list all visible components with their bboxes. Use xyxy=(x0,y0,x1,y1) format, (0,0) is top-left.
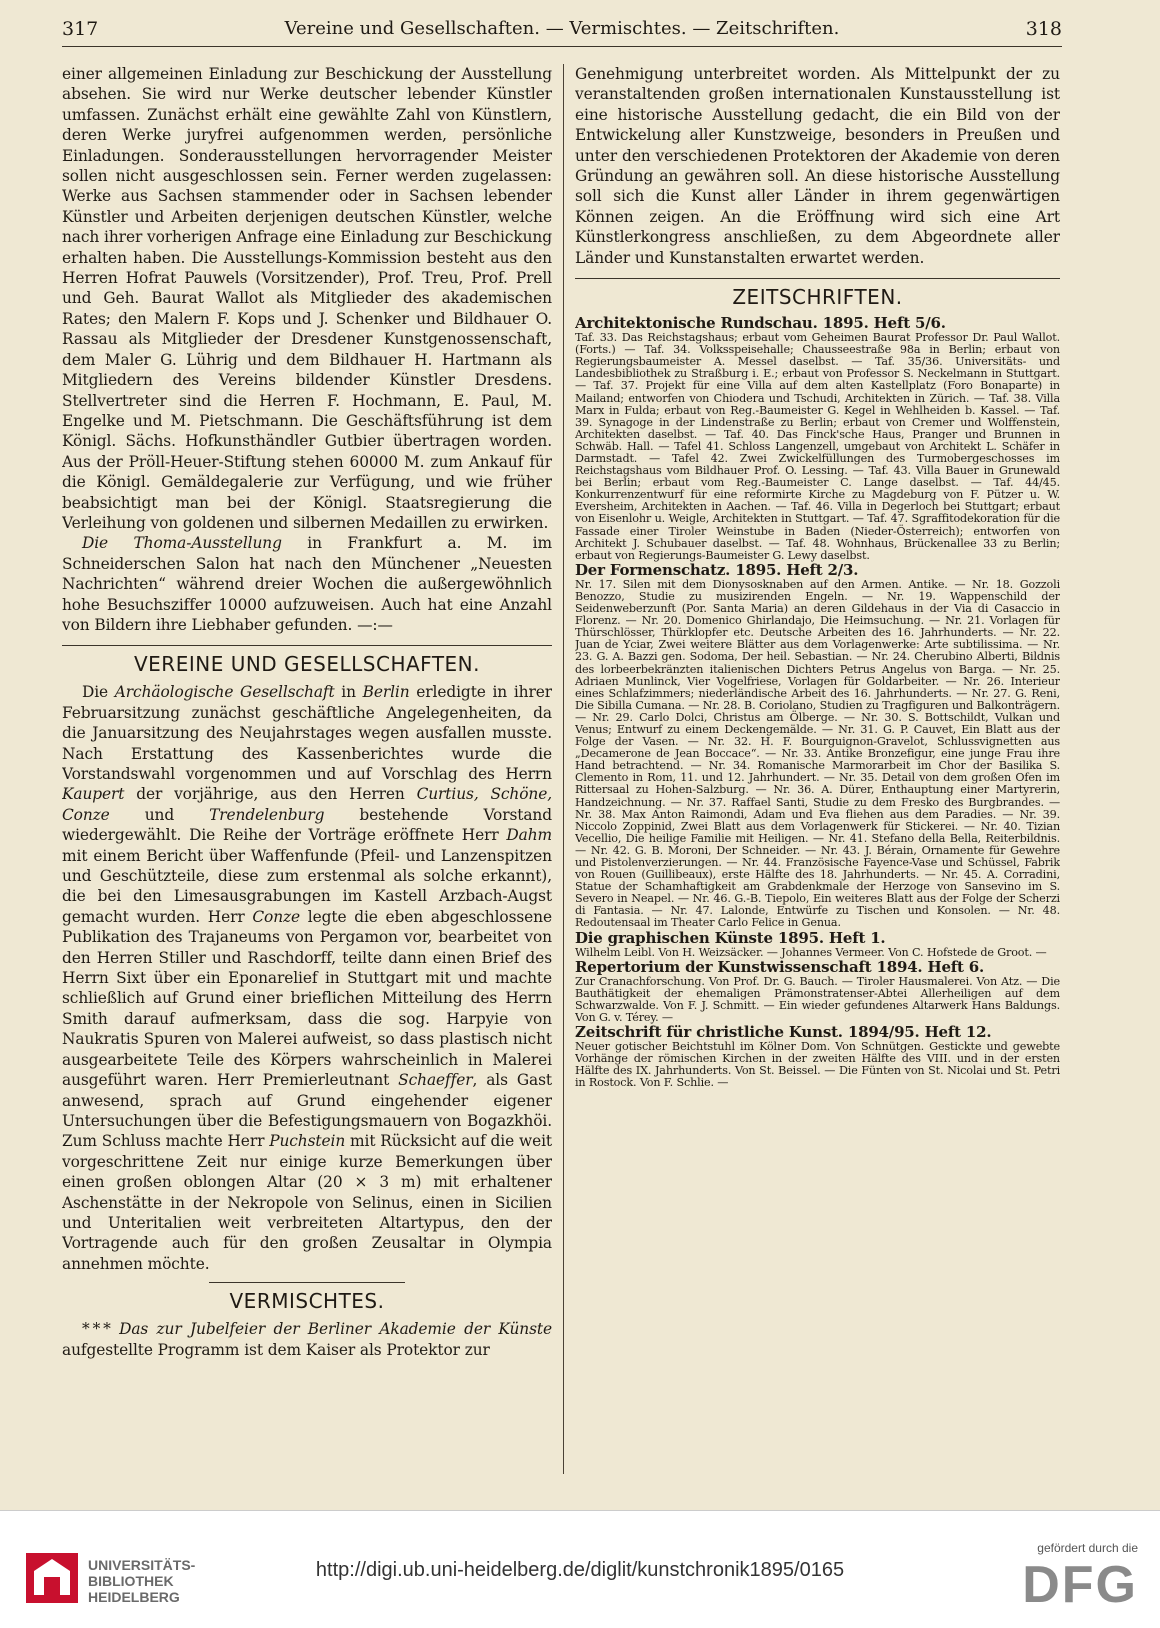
text-run: und xyxy=(109,805,210,824)
text-run: der vorjährige, aus den Herren xyxy=(124,785,417,804)
dfg-logo: DFG xyxy=(1022,1556,1138,1614)
italic-run: Archäologische Gesellschaft xyxy=(114,683,335,702)
paragraph-thoma xyxy=(62,533,552,635)
continued-text xyxy=(575,64,1060,268)
asterism: * * * xyxy=(82,1320,120,1339)
page-header xyxy=(62,8,1062,47)
magazine-entry xyxy=(575,562,1060,930)
magazine-title: Repertorium der Kunstwissenschaft 1894. Heft 6. xyxy=(575,957,985,976)
section-rule xyxy=(575,278,1060,279)
italic-run: Berlin xyxy=(362,683,410,702)
magazine-contents: Wilhelm Leibl. Von H. Weizsäcker. — Johannes Vermeer. Von C. Hofstede de Groot. — xyxy=(575,945,1047,959)
magazine-contents: Zur Cranachforschung. Von Prof. Dr. G. Bauch. — Tiroler Hausmalerei. Von Atz. — Die Bauthätigkeit der ehemaligen Prämonstratenser-Abtei Allerheiligen auf dem Schwarzwalde. Von F. J. Schmitt. — Ein wieder gefundenes Altarwerk Hans Baldungs. Von G. v. Térey. — xyxy=(575,974,1060,1024)
magazine-entry xyxy=(575,1024,1060,1089)
section-rule xyxy=(62,645,552,646)
column-divider xyxy=(563,64,564,1474)
italic-run: Dahm xyxy=(506,826,552,845)
text-run: mit Rücksicht auf die weit vorgeschrittene Zeit nur einige kurze Bemerkungen über einen großen oblongen Altar (20 × 3 m) mit erhaltener Aschenstätte in der Nekropole von Selinus, einen in Sicilien und Unteritalien weit verbreiteten Altartypus, den der Vortragende auch für den großen Zeusaltar in Olympia annehmen möchte. xyxy=(62,1132,552,1273)
library-name-line: HEIDELBERG xyxy=(88,1589,180,1605)
heading-vermischtes: VERMISCHTES. xyxy=(229,1289,385,1314)
italic-run: Kaupert xyxy=(62,785,125,804)
text-run: erledigte in ihrer Februarsitzung zunächst geschäftliche Angelegenheiten, da die Januarsitzung des Neujahrstages wegen ausfallen musste. Nach Erstattung des Kassenberichtes wurde die Vorstandswahl vorgenommen und auf Vorschlag des Herrn xyxy=(62,683,552,783)
funding-note: gefördert durch die xyxy=(1037,1541,1138,1555)
text-run: in xyxy=(334,683,363,702)
running-title: Vereine und Gesellschaften. — Vermischtes. — Zeitschriften. xyxy=(284,18,840,39)
text-run: legte die eben abgeschlossene Publikation des Trajaneums von Pergamon vor, bearbeitet von den Herren Stiller und Raschdorff, teilte dann einen Brief des Herrn Sixt über ein Eponarelief in Stuttgart mit und machte schließlich auf Grund einer brieflichen Mitteilung des Herrn Smith darauf aufmerksam, dass die sog. Harpyie von Naukratis Spuren von Malerei aufweist, so dass plastisch nicht ausgearbeitete Teile des Körpers wahrscheinlich in Malerei ausgeführt waren. Herr Premierleutnant xyxy=(62,907,552,1090)
paragraph-vermischtes xyxy=(62,1319,552,1360)
magazine-title: Architektonische Rundschau. 1895. Heft 5/6. xyxy=(575,314,946,333)
page-number-right: 318 xyxy=(1025,18,1062,40)
italic-run: Schaeffer xyxy=(398,1071,473,1090)
magazine-entry xyxy=(575,315,1060,562)
italic-run: Curtius, Schöne, Conze xyxy=(62,785,552,824)
paragraph-vereine xyxy=(62,682,552,1274)
page-number-left: 317 xyxy=(62,18,99,40)
italic-run: Das zur Jubelfeier der Berliner Akademie der Künste xyxy=(119,1320,552,1339)
magazine-entry xyxy=(575,959,1060,1024)
magazine-title: Der Formenschatz. 1895. Heft 2/3. xyxy=(575,560,859,579)
magazine-entry xyxy=(575,930,1060,959)
thoma-title: Die Thoma-Ausstellung xyxy=(82,534,282,553)
digitization-footer xyxy=(0,1510,1160,1628)
heading-zeitschriften: ZEITSCHRIFTEN. xyxy=(732,285,903,310)
library-name-line: UNIVERSITÄTS- xyxy=(88,1557,196,1573)
italic-run: Puchstein xyxy=(269,1132,346,1151)
magazine-list xyxy=(575,315,1060,1089)
left-column xyxy=(62,64,552,1504)
paragraph-ausstellung: einer allgemeinen Einladung zur Beschickung der Ausstellung absehen. Sie wird nur Werke deutscher lebender Künstler umfassen. Zunächst erhält eine gewählte Zahl von Künstlern, deren Werke juryfrei aufgenommen werden, persönliche Einladungen. Sonderausstellungen hervorragender Meister sollen nicht ausgeschlossen sein. Ferner werden zugelassen: Werke aus Sachsen stammender oder in Sachsen lebender Künstler und Arbeiten derjenigen deutschen Künstler, welche nach ihrer vorherigen Anfrage eine Einladung zur Beschickung erhalten haben. Die Ausstellungs-Kommission besteht aus den Herren Hofrat Pauwels (Vorsitzender), Prof. Treu, Prof. Prell und Geh. Baurat Wallot als Mitglieder des akademischen Rates; den Malern F. Kops und J. Schenker und Bildhauer O. Rassau als Mitglieder der Dresdener Kunstgenossenschaft, dem Maler G. Lührig und dem Bildhauer H. Hartmann als Mitgliedern des Vereins bildender Künstler Dresdens. Stellvertreter sind die Herren F. Hochmann, E. Paul, M. Engelke und M. Pietschmann. Die Geschäftsführung ist dem Königl. Sächs. Hofkunsthändler Gutbier übertragen worden. Aus der Pröll-Heuer-Stiftung stehen 60000 M. zum Ankauf für die Königl. Gemäldegalerie zur Verfügung, und wie früher beabsichtigt man bei der Königl. Staatsregierung die Verleihung von goldenen und silbernen Medaillen zu erwirken. xyxy=(62,65,552,532)
italic-run: Conze xyxy=(252,907,301,926)
source-url[interactable]: http://digi.ub.uni-heidelberg.de/diglit/kunstchronik1895/0165 xyxy=(315,1559,845,1581)
magazine-contents: Neuer gotischer Beichtstuhl im Kölner Dom. Von Schnütgen. Gestickte und gewebte Vorhänge der römischen Kirchen in der zweiten Hälfte des VIII. und in der ersten Hälfte des IX. Jahrhunderts. Von St. Beissel. — Die Fünten von St. Nicolai und St. Petri in Rostock. Von F. Schlie. — xyxy=(575,1040,1060,1090)
text-run: mit einem Bericht über Waffenfunde (Pfeil- und Lanzenspitzen und Geschützteile, diese zum erstenmal als solche erkannt), die bei den Limesausgrabungen im Kastell Arzbach-Augst gemacht wurden. Herr xyxy=(62,846,552,926)
section-rule xyxy=(209,1282,405,1283)
magazine-title: Die graphischen Künste 1895. Heft 1. xyxy=(575,928,886,947)
italic-run: Trendelenburg xyxy=(209,805,325,824)
text-run: Die xyxy=(82,683,115,702)
magazine-contents: Nr. 17. Silen mit dem Dionysosknaben auf den Armen. Antike. — Nr. 18. Gozzoli Benozzo, Studie zu musizirenden Engeln. — Nr. 19. Wappenschild der Seidenweberzunft (Por. Santa Maria) an deren Gildehaus in der Via di Casaccio in Florenz. — Nr. 20. Domenico Ghirlandajo, Die Heimsuchung. — Nr. 21. Vorlagen für Thürschlösser, Thürklopfer etc. Deutsche Arbeiten des 16. Jahrhunderts. — Nr. 22. Juan de Yciar, Zwei weitere Blätter aus dem Vorlagenwerke: Arte subtilissima. — Nr. 23. G. A. Bazzi gen. Sodoma, Der heil. Sebastian. — Nr. 24. Cherubino Alberti, Bildnis des lorbeerbekränzten italienischen Dichters Petrus Angelus von Barga. — Nr. 25. Adriaen Munlinck, Vier Vogelfriese, Vorlagen für Goldarbeiter. — Nr. 26. Interieur eines Schlafzimmers; niederländische Arbeit des 16. Jahrhunderts. — Nr. 27. G. Reni, Die Sibilla Cumana. — Nr. 28. B. Coriolano, Studien zu Tragfiguren und Balkonträgern. — Nr. 29. Carlo Dolci, Christus am Ölberge. — Nr. 30. S. Bottschildt, Vulkan und Venus; Entwurf zu einem Deckengemälde. — Nr. 31. G. P. Cauvet, Ein Blatt aus der Folge der Vasen. — Nr. 32. H. F. Bourguignon-Gravelot, Schlussvignetten aus „Decamerone de Jean Boccace“. — Nr. 33. Antike Bronzefigur, eine junge Frau ihre Hand betrachtend. — Nr. 34. Romanische Marmorarbeit im Chor der Basilika S. Clemento in Rom, 11. und 12. Jahrhundert. — Nr. 35. Detail von dem großen Ofen im Rittersaal zu Hohen-Salzburg. — Nr. 36. A. Dürer, Enthauptung einer Martyrerin, Handzeichnung. — Nr. 37. Raffael Santi, Studie zu dem Fresko des Burgbrandes. — Nr. 38. Max Anton Raimondi, Adam und Eva fliehen aus dem Paradies. — Nr. 39. Niccolo Zoppinid, Zwei Blatt aus dem Vorlagenwerk für Stickerei. — Nr. 40. Tizian Vecellio, Die heilige Familie mit Heiligen. — Nr. 41. Stefano della Bella, Reiterbildnis. — Nr. 42. G. B. Moroni, Der Schneider. — Nr. 43. J. Bérain, Ornamente für Gewehre und Pistolenverzierungen. — Nr. 44. Französische Fayence-Vase und Schüssel, Fabrik von Rouen (Guillibeaux), erste Hälfte des 18. Jahrhunderts. — Nr. 45. A. Corradini, Statue der Schamhaftigkeit am Grabdenkmale der Herzoge von Sansevino im S. Severo in Neapel. — Nr. 46. G.-B. Tiepolo, Ein weiteres Blatt aus der Folge der Scherzi di Fantasia. — Nr. 47. Lalonde, Entwürfe zu Tischen und Konsolen. — Nr. 48. Redoutensaal im Theater Carlo Felice in Genua. xyxy=(575,577,1060,930)
text-run: bestehende Vorstand wiedergewählt. Die Reihe der Vorträge eröffnete Herr xyxy=(62,805,552,845)
magazine-contents: Taf. 33. Das Reichstagshaus; erbaut vom Geheimen Baurat Professor Dr. Paul Wallot. (Forts.) — Taf. 34. Volksspeisehalle; Chausseestraße 98a in Berlin; erbaut von Regierungsbaumeister A. Messel daselbst. — Taf. 35/36. Universitäts- und Landesbibliothek zu Straßburg i. E.; erbaut von Professor S. Neckelmann in Stuttgart. — Taf. 37. Projekt für eine Villa auf dem alten Kastellplatz (Foro Bonaparte) in Mailand; entworfen von Chiodera und Tschudi, Architekten in Zürich. — Taf. 38. Villa Marx in Fulda; erbaut von Reg.-Baumeister G. Kegel in Wehlheiden b. Kassel. — Taf. 39. Synagoge in der Lindenstraße zu Berlin; erbaut von Cremer und Wolffenstein, Architekten daselbst. — Taf. 40. Das Finck'sche Haus, Pranger und Brunnen in Schwäb. Hall. — Tafel 41. Schloss Langenzell, umgebaut von Architekt L. Schäfer in Darmstadt. — Tafel 42. Zwei Zwickelfüllungen des Turmobergeschosses im Reichstagshaus vom Bildhauer Prof. O. Lessing. — Taf. 43. Villa Bauer in Grunewald bei Berlin; erbaut vom Reg.-Baumeister C. Lange daselbst. — Taf. 44/45. Konkurrenzentwurf für eine reformirte Kirche zu Magdeburg von F. Pützer u. W. Eversheim, Architekten in Aachen. — Taf. 46. Villa in Degerloch bei Stuttgart; erbaut von Eisenlohr u. Weigle, Architekten in Stuttgart. — Taf. 47. Sgraffitodekoration für die Fassade einer Tiroler Weinstube in Baden (Nieder-Österreich); entworfen von Architekt J. Schubauer daselbst. — Taf. 48. Wohnhaus, Brückenallee 33 zu Berlin; erbaut von Regierungs-Baumeister G. Lewy daselbst. xyxy=(575,331,1060,562)
magazine-title: Zeitschrift für christliche Kunst. 1894/95. Heft 12. xyxy=(575,1023,992,1042)
library-name-line: BIBLIOTHEK xyxy=(88,1573,174,1589)
text-run: aufgestellte Programm ist dem Kaiser als Protektor zur xyxy=(62,1340,490,1359)
right-column xyxy=(575,64,1060,1504)
heading-vereine: VEREINE UND GESELLSCHAFTEN. xyxy=(133,652,481,677)
text-run: , als Gast anwesend, sprach auf Grund eingehender eigener Untersuchungen über die Befestigungsmauern von Bogazkhöi. Zum Schluss machte Herr xyxy=(62,1071,552,1151)
paragraph-continuation: Genehmigung unterbreitet worden. Als Mittelpunkt der zu veranstaltenden großen internationalen Kunstausstellung ist eine historische Ausstellung gedacht, die ein Bild von der Entwickelung aller Kunstzweige, besonders in Preußen und unter den verschiedenen Protektoren der Akademie von deren Gründung an gewähren soll. An diese historische Ausstellung soll sich die Kunst aller Länder in ihrem gegenwärtigen Können zeigen. An die Eröffnung wird sich eine Art Künstlerkongress anschließen, zu dem Abgeordnete aller Länder und Kunstanstalten erwartet werden. xyxy=(575,65,1060,267)
thoma-text: in Frankfurt a. M. im Schneiderschen Salon hat nach den Münchener „Neuesten Nachrichten“ während dreier Wochen die außergewöhnlich hohe Besuchsziffer 10000 aufzuweisen. Auch hat eine Anzahl von Bildern ihre Liebhaber gefunden. —:— xyxy=(62,534,552,634)
